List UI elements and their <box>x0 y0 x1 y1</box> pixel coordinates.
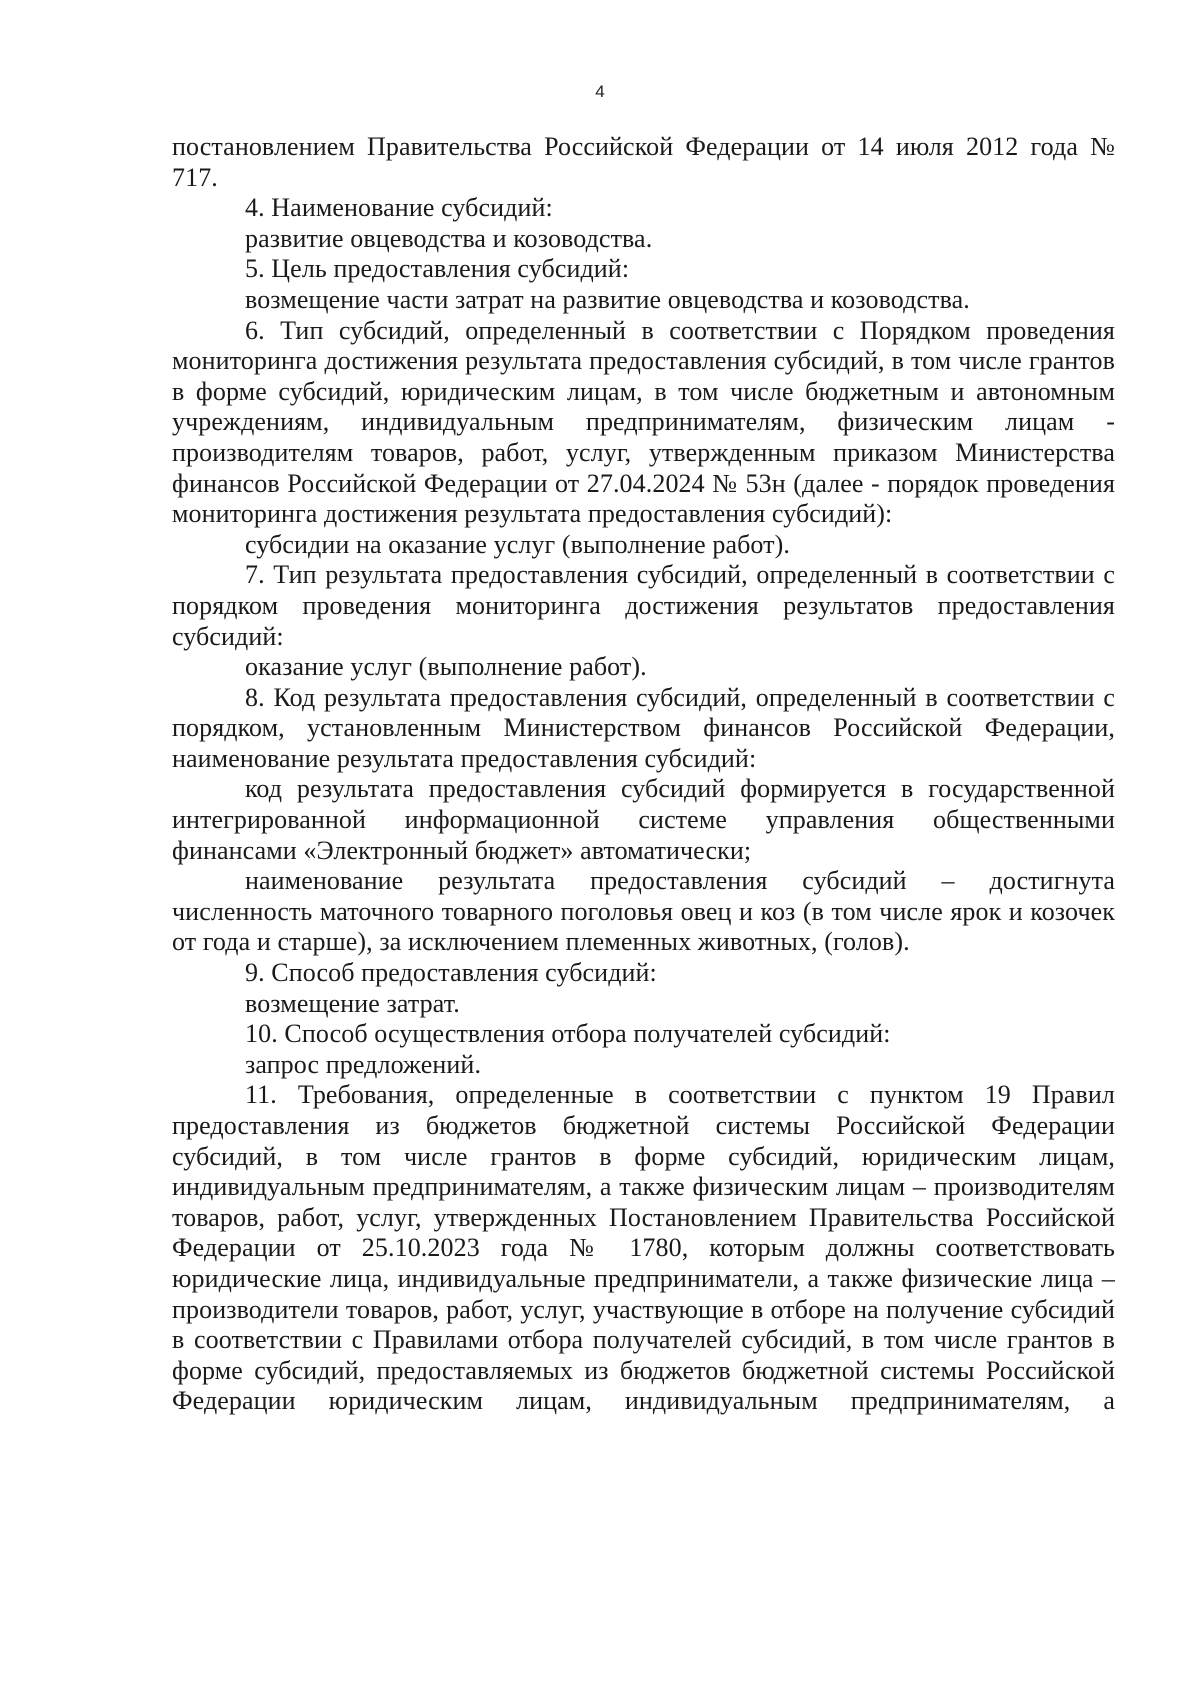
paragraph-item-8-name: наименование результата предоставления субсидий – достигнута численность маточного товарного поголовья овец и коз (в том числе ярок и козочек от года и старше), за исключением племенных животных, (голов). <box>172 866 1115 957</box>
page-number: 4 <box>595 82 605 101</box>
paragraph-item-7-value: оказание услуг (выполнение работ). <box>245 652 647 682</box>
paragraph-item-8-heading: 8. Код результата предоставления субсидий, определенный в соответствии с порядком, установленным Министерством финансов Российской Федерации, наименование результата предоставления субсидий: <box>172 682 1115 773</box>
paragraph-item-10-heading: 10. Способ осуществления отбора получателей субсидий: <box>245 1019 891 1049</box>
paragraph-continuation: постановлением Правительства Российской Федерации от 14 июля 2012 года № 717. <box>172 132 1115 192</box>
paragraph-item-8-code: код результата предоставления субсидий формируется в государственной интегрированной информационной системе управления общественными финансами «Электронный бюджет» автоматически; <box>172 774 1115 865</box>
paragraph-item-4-heading: 4. Наименование субсидий: <box>245 193 553 223</box>
paragraph-item-7-heading: 7. Тип результата предоставления субсидий, определенный в соответствии с порядком проведения мониторинга достижения результатов предоставления субсидий: <box>172 560 1115 651</box>
paragraph-item-10-value: запрос предложений. <box>245 1049 482 1079</box>
paragraph-item-9-value: возмещение затрат. <box>245 988 460 1018</box>
paragraph-item-6-heading: 6. Тип субсидий, определенный в соответствии с Порядком проведения мониторинга достижения результата предоставления субсидий, в том числе грантов в форме субсидий, юридическим лицам, в том числе бюджетным и автономным учреждениям, индивидуальным предпринимателям, физическим лицам - производителям товаров, работ, услуг, утвержденным приказом Министерства финансов Российской Федерации от 27.04.2024 № 53н (далее - порядок проведения мониторинга достижения результата предоставления субсидий): <box>172 315 1115 529</box>
paragraph-item-9-heading: 9. Способ предоставления субсидий: <box>245 958 657 988</box>
document-body <box>172 132 1115 1417</box>
paragraph-item-5-heading: 5. Цель предоставления субсидий: <box>245 254 630 284</box>
paragraph-item-11: 11. Требования, определенные в соответствии с пунктом 19 Правил предоставления из бюджетов бюджетной системы Российской Федерации субсидий, в том числе грантов в форме субсидий, юридическим лицам, индивидуальным предпринимателям, а также физическим лицам – производителям товаров, работ, услуг, утвержденных Постановлением Правительства Российской Федерации от 25.10.2023 года № 1780, которым должны соответствовать юридические лица, индивидуальные предприниматели, а также физические лица – производители товаров, работ, услуг, участвующие в отборе на получение субсидий в соответствии с Правилами отбора получателей субсидий, в том числе грантов в форме субсидий, предоставляемых из бюджетов бюджетной системы Российской Федерации юридическим лицам, индивидуальным предпринимателям, а <box>172 1080 1115 1416</box>
paragraph-item-4-value: развитие овцеводства и козоводства. <box>245 223 653 253</box>
paragraph-item-6-value: субсидии на оказание услуг (выполнение работ). <box>245 529 791 559</box>
paragraph-item-5-value: возмещение части затрат на развитие овцеводства и козоводства. <box>245 284 970 314</box>
